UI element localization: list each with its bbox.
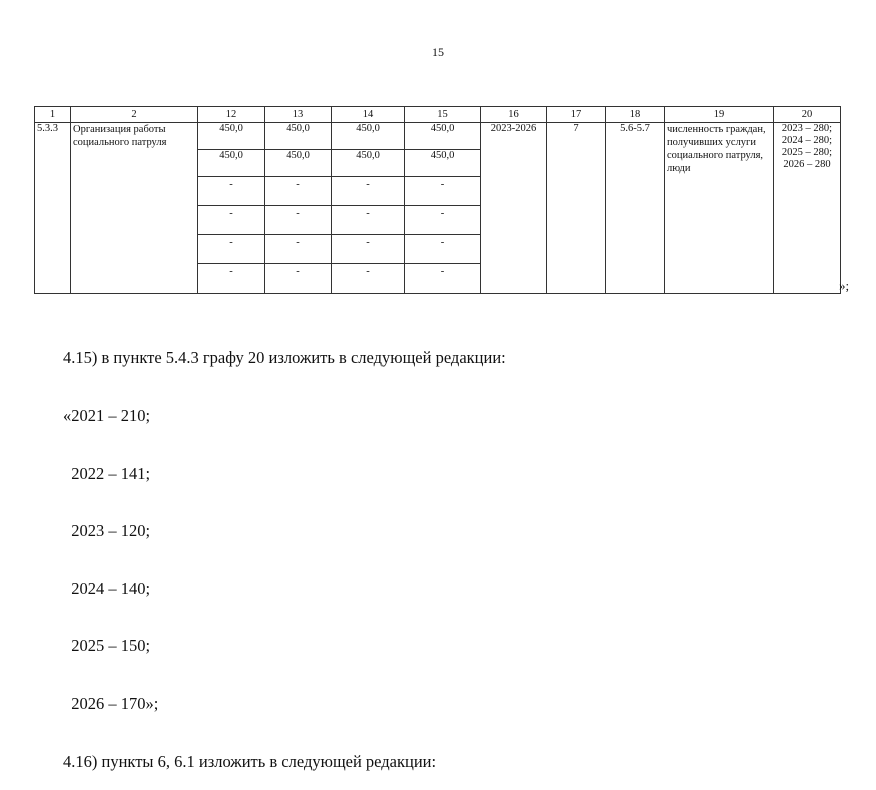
table-closing-quote: »; bbox=[839, 278, 850, 293]
text-line: 2024 – 140; bbox=[63, 578, 151, 598]
funding-cell: 450,0 bbox=[332, 150, 405, 177]
funding-cell: - bbox=[198, 206, 265, 235]
header-cell: 13 bbox=[265, 107, 332, 123]
row-code: 5.3.3 bbox=[35, 123, 71, 294]
period-cell: 2023-2026 bbox=[481, 123, 547, 294]
text-line: «2021 – 210; bbox=[63, 406, 151, 425]
funding-cell: - bbox=[332, 235, 405, 264]
header-cell: 18 bbox=[606, 107, 665, 123]
header-cell: 12 bbox=[198, 107, 265, 123]
col17-cell: 7 bbox=[547, 123, 606, 294]
value-line: 2026 – 280 bbox=[783, 159, 831, 170]
text-line: 4.15) в пункте 5.4.3 графу 20 изложить в следующей редакции: bbox=[63, 348, 506, 368]
header-cell: 1 bbox=[35, 107, 71, 123]
funding-cell: - bbox=[198, 235, 265, 264]
funding-cell: - bbox=[332, 264, 405, 294]
header-cell: 2 bbox=[71, 107, 198, 123]
table-header-row bbox=[35, 107, 841, 123]
value-line: 2024 – 280; bbox=[781, 135, 833, 146]
header-cell: 19 bbox=[665, 107, 774, 123]
funding-cell: - bbox=[332, 206, 405, 235]
col18-cell: 5.6-5.7 bbox=[606, 123, 665, 294]
header-cell: 17 bbox=[547, 107, 606, 123]
header-cell: 16 bbox=[481, 107, 547, 123]
text-line: 2023 – 120; bbox=[63, 521, 151, 541]
funding-cell: - bbox=[198, 264, 265, 294]
funding-cell: - bbox=[265, 235, 332, 264]
value-line: 2025 – 280; bbox=[781, 147, 833, 158]
funding-cell: 450,0 bbox=[265, 123, 332, 150]
page-number: 15 bbox=[432, 45, 444, 59]
funding-cell: 450,0 bbox=[198, 150, 265, 177]
header-cell: 15 bbox=[405, 107, 481, 123]
funding-cell: - bbox=[405, 206, 481, 235]
header-cell: 14 bbox=[332, 107, 405, 123]
funding-cell: 450,0 bbox=[198, 123, 265, 150]
funding-cell: 450,0 bbox=[265, 150, 332, 177]
program-table bbox=[34, 106, 841, 294]
text-line: 2025 – 150; bbox=[63, 636, 151, 656]
table-row bbox=[35, 123, 841, 150]
text-line: 2026 – 170»; bbox=[63, 693, 159, 713]
funding-cell: - bbox=[405, 177, 481, 206]
funding-cell: - bbox=[265, 177, 332, 206]
funding-cell: - bbox=[198, 177, 265, 206]
funding-cell: - bbox=[405, 264, 481, 294]
body-text bbox=[63, 310, 506, 790]
row-name: Организация работы социального патруля bbox=[71, 123, 198, 294]
funding-cell: - bbox=[332, 177, 405, 206]
values-cell bbox=[774, 123, 841, 294]
text-line: 2022 – 141; bbox=[63, 463, 151, 483]
funding-cell: - bbox=[265, 206, 332, 235]
funding-cell: 450,0 bbox=[405, 123, 481, 150]
funding-cell: - bbox=[265, 264, 332, 294]
text-line: 4.16) пункты 6, 6.1 изложить в следующей редакции: bbox=[63, 751, 437, 771]
funding-cell: 450,0 bbox=[405, 150, 481, 177]
header-cell: 20 bbox=[774, 107, 841, 123]
funding-cell: - bbox=[405, 235, 481, 264]
indicator-cell: численность граждан, получивших услуги социального патруля, люди bbox=[665, 123, 774, 294]
value-line: 2023 – 280; bbox=[781, 123, 833, 134]
funding-cell: 450,0 bbox=[332, 123, 405, 150]
